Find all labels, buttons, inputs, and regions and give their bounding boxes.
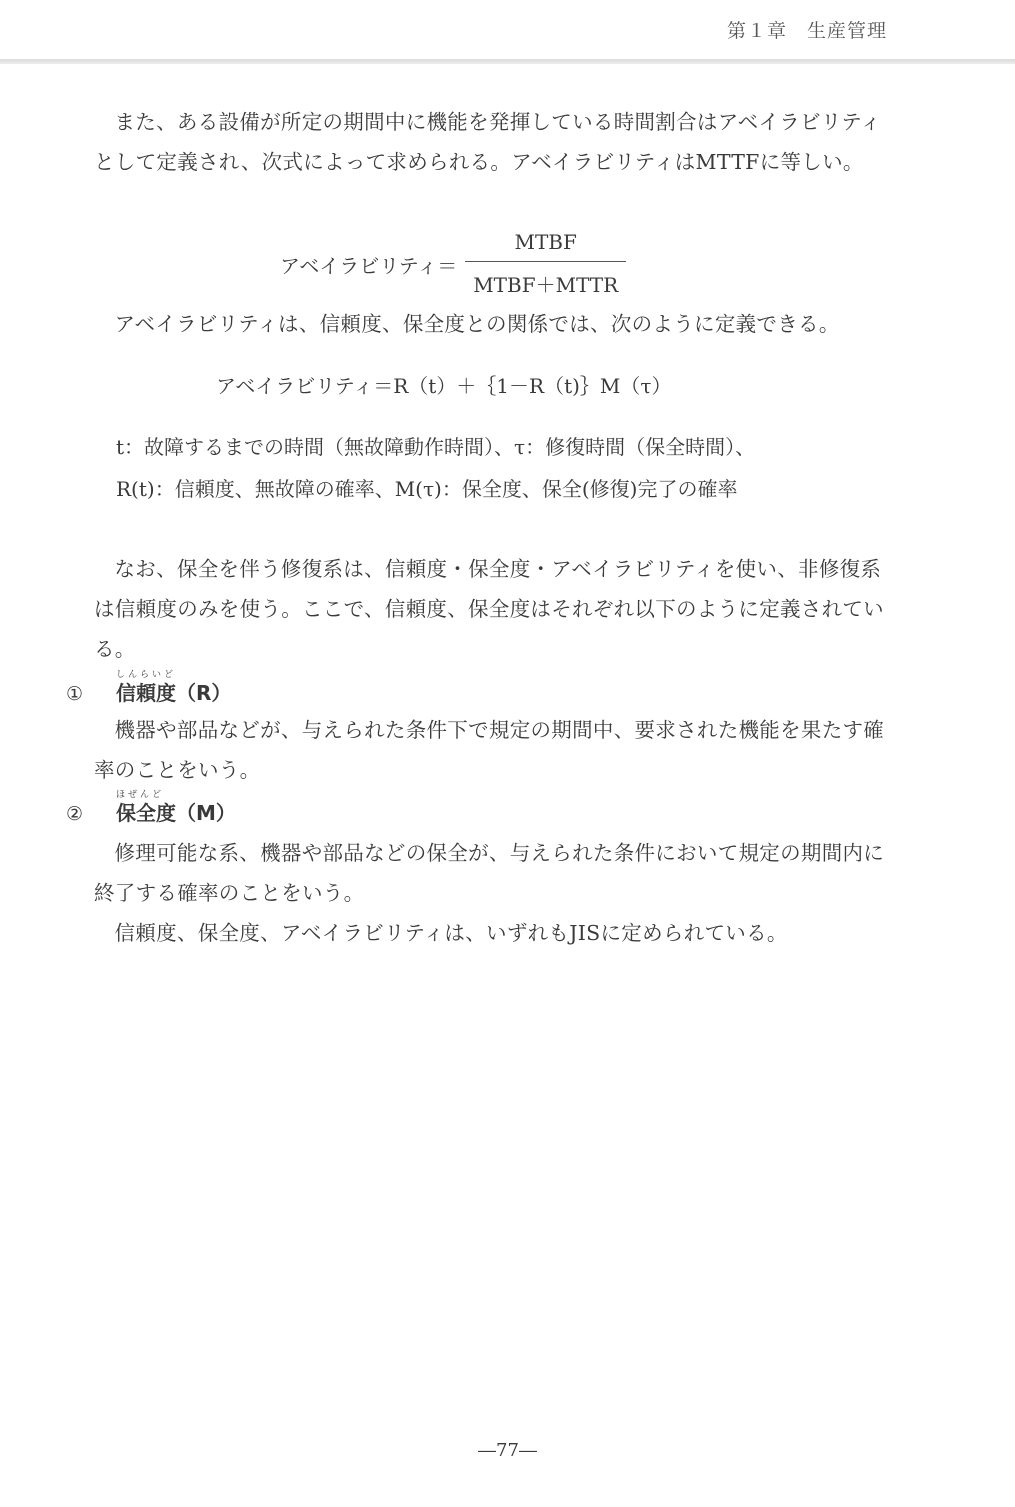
- item-abbr: （M）: [176, 801, 236, 825]
- item-term-text: 信頼度: [116, 681, 176, 705]
- formula-denominator: MTBF＋MTTR: [465, 261, 626, 298]
- page-number: ―77―: [478, 1440, 537, 1461]
- item-ruby: ほぜんど: [116, 790, 165, 800]
- item-number: ②: [66, 803, 84, 825]
- item-maintainability-description: 修理可能な系、機器や部品などの保全が、与えられた条件において規定の期間内に終了する確率のことをいう。: [94, 841, 885, 905]
- formula-fraction: [465, 230, 626, 298]
- repair-note-paragraph: なお、保全を伴う修復系は、信頼度・保全度・アベイラビリティを使い、非修復系は信頼度のみを使う。ここで、信頼度、保全度はそれぞれ以下のように定義されている。: [94, 557, 884, 661]
- availability-intro-paragraph: また、ある設備が所定の期間中に機能を発揮している時間割合はアベイラビリティとして定義され、次式によって求められる。アベイラビリティはMTTFに等しい。: [94, 110, 882, 174]
- item-number: ①: [66, 683, 84, 705]
- item-abbr: （R）: [176, 681, 232, 705]
- item-reliability-heading: [66, 670, 232, 706]
- item-term: [116, 670, 177, 705]
- chapter-header: 第１章 生産管理: [726, 20, 887, 42]
- item-maintainability-heading: [66, 790, 236, 826]
- definition-line-2: R(t)：信頼度、無故障の確率、M(τ)：保全度、保全(修復)完了の確率: [116, 477, 738, 501]
- item-term: [116, 790, 176, 825]
- formula-lhs: アベイラビリティ＝: [280, 253, 458, 278]
- item-term-text: 保全度: [116, 801, 176, 825]
- relation-intro-paragraph: アベイラビリティは、信頼度、保全度との関係では、次のように定義できる。: [114, 312, 840, 336]
- availability-relation-formula: アベイラビリティ＝R（t）＋｛1－R（t)｝M（τ）: [216, 374, 672, 398]
- item-reliability-description: 機器や部品などが、与えられた条件下で規定の期間中、要求された機能を果たす確率のことをいう。: [94, 718, 885, 782]
- availability-formula: [280, 230, 626, 298]
- formula-numerator: MTBF: [514, 230, 577, 254]
- jis-note-paragraph: 信頼度、保全度、アベイラビリティは、いずれもJISに定められている。: [114, 921, 788, 945]
- definition-line-1: t：故障するまでの時間（無故障動作時間）、τ：修復時間（保全時間）、: [116, 435, 756, 459]
- item-ruby: しんらいど: [116, 670, 177, 680]
- header-rule: [0, 59, 1015, 64]
